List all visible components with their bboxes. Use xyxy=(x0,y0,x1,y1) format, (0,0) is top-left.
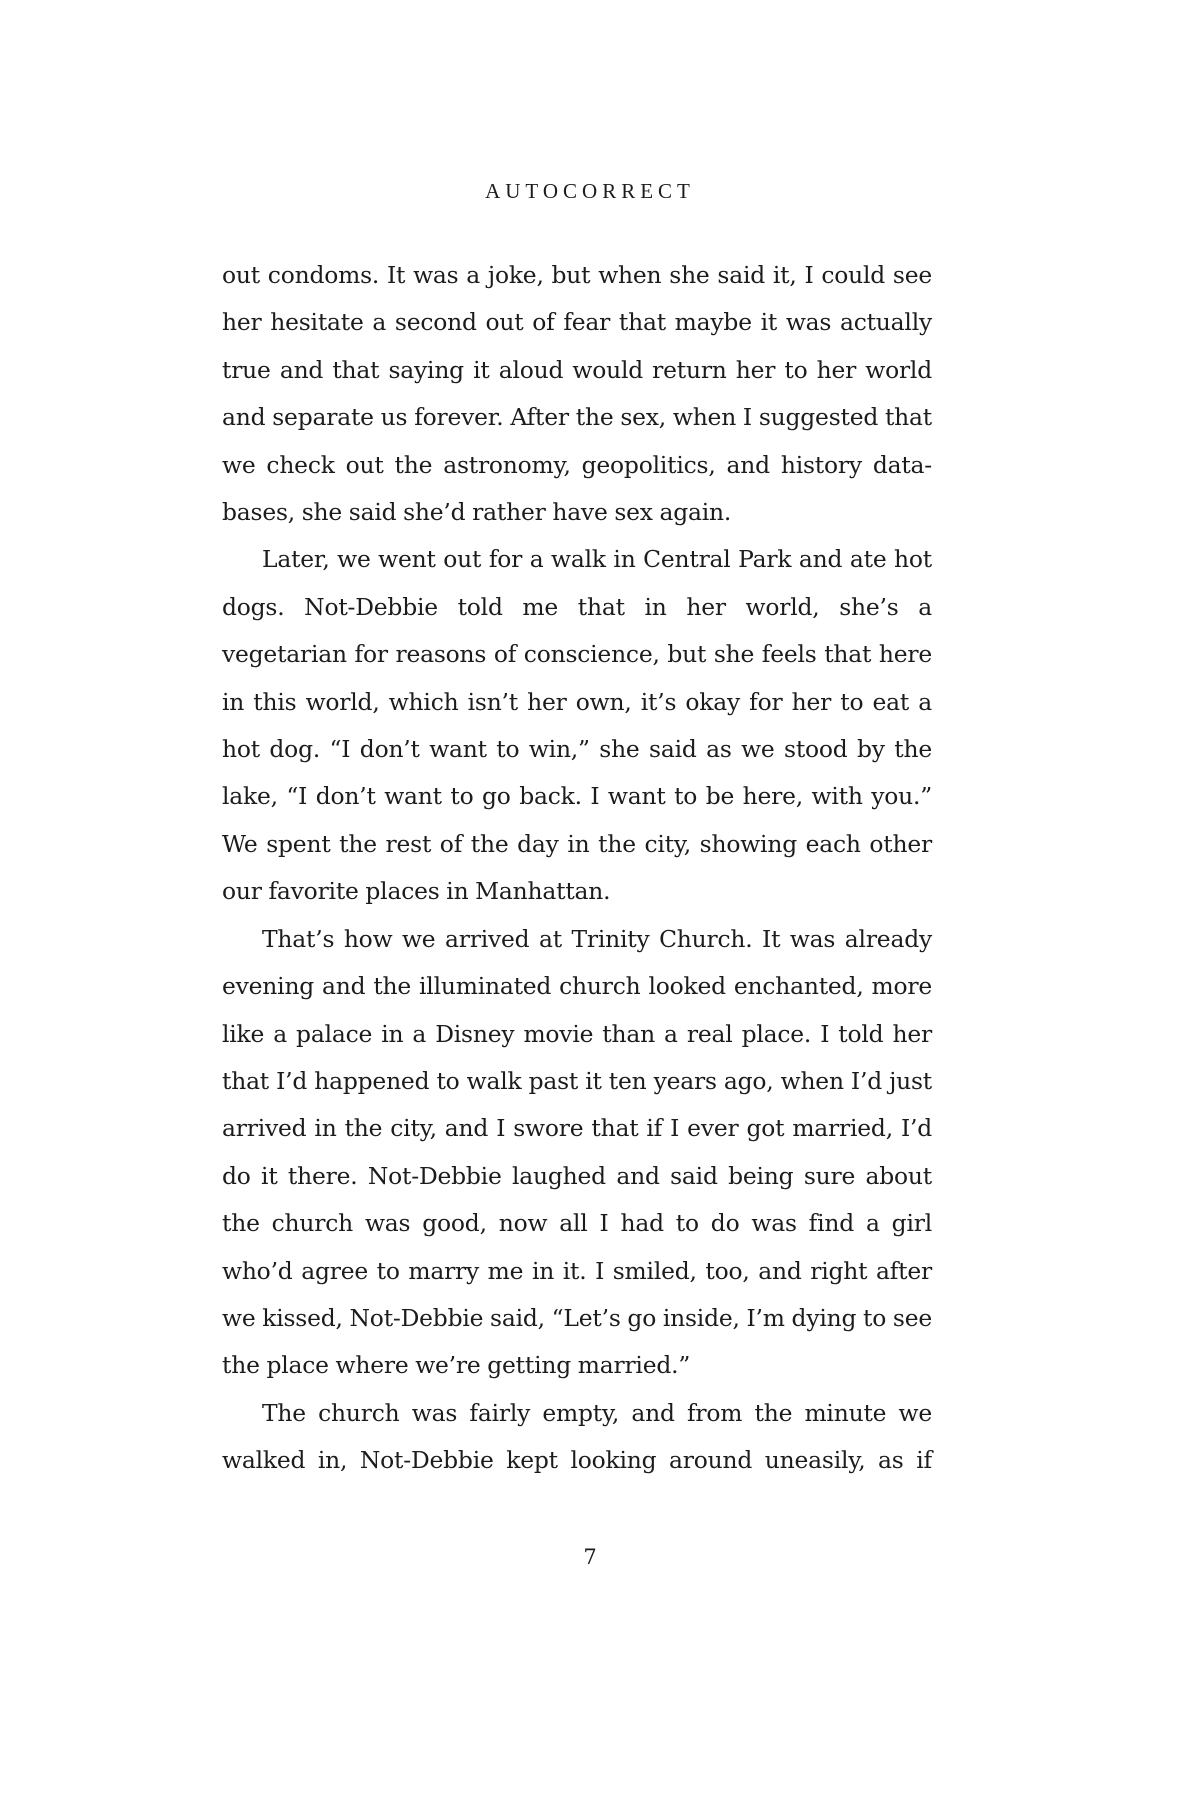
paragraph-4: The church was fairly empty, and from the minute we walked in, Not-Debbie kept looking around uneasily, as if xyxy=(222,1398,932,1475)
paragraph-3: That’s how we arrived at Trinity Church. It was already evening and the illuminated church looked enchanted, more like a palace in a Disney movie than a real place. I told her that I’d happened to walk past it ten years ago, when I’d just arrived in the city, and I swore that if I ever got married, I’d do it there. Not-Debbie laughed and said being sure about the church was good, now all I had to do was find a girl who’d agree to marry me in it. I smiled, too, and right after we kissed, Not-Debbie said, “Let’s go inside, I’m dying to see the place where we’re getting married.” xyxy=(222,924,932,1380)
body-text xyxy=(222,252,932,1485)
paragraph-1: out condoms. It was a joke, but when she said it, I could see her hesitate a second out of fear that maybe it was actually true and that saying it aloud would return her to her world and separate us forever. After the sex, when I suggested that we check out the astronomy, geopolitics, and history data-bases, she said she’d rather have sex again. xyxy=(222,261,932,527)
page-number: 7 xyxy=(583,1545,597,1569)
paragraph-2: Later, we went out for a walk in Central Park and ate hot dogs. Not-Debbie told me that in her world, she’s a vegetarian for reasons of conscience, but she feels that here in this world, which isn’t her own, it’s okay for her to eat a hot dog. “I don’t want to win,” she said as we stood by the lake, “I don’t want to go back. I want to be here, with you.” We spent the rest of the day in the city, showing each other our favorite places in Manhattan. xyxy=(222,545,932,906)
running-head: AUTOCORRECT xyxy=(485,179,695,203)
